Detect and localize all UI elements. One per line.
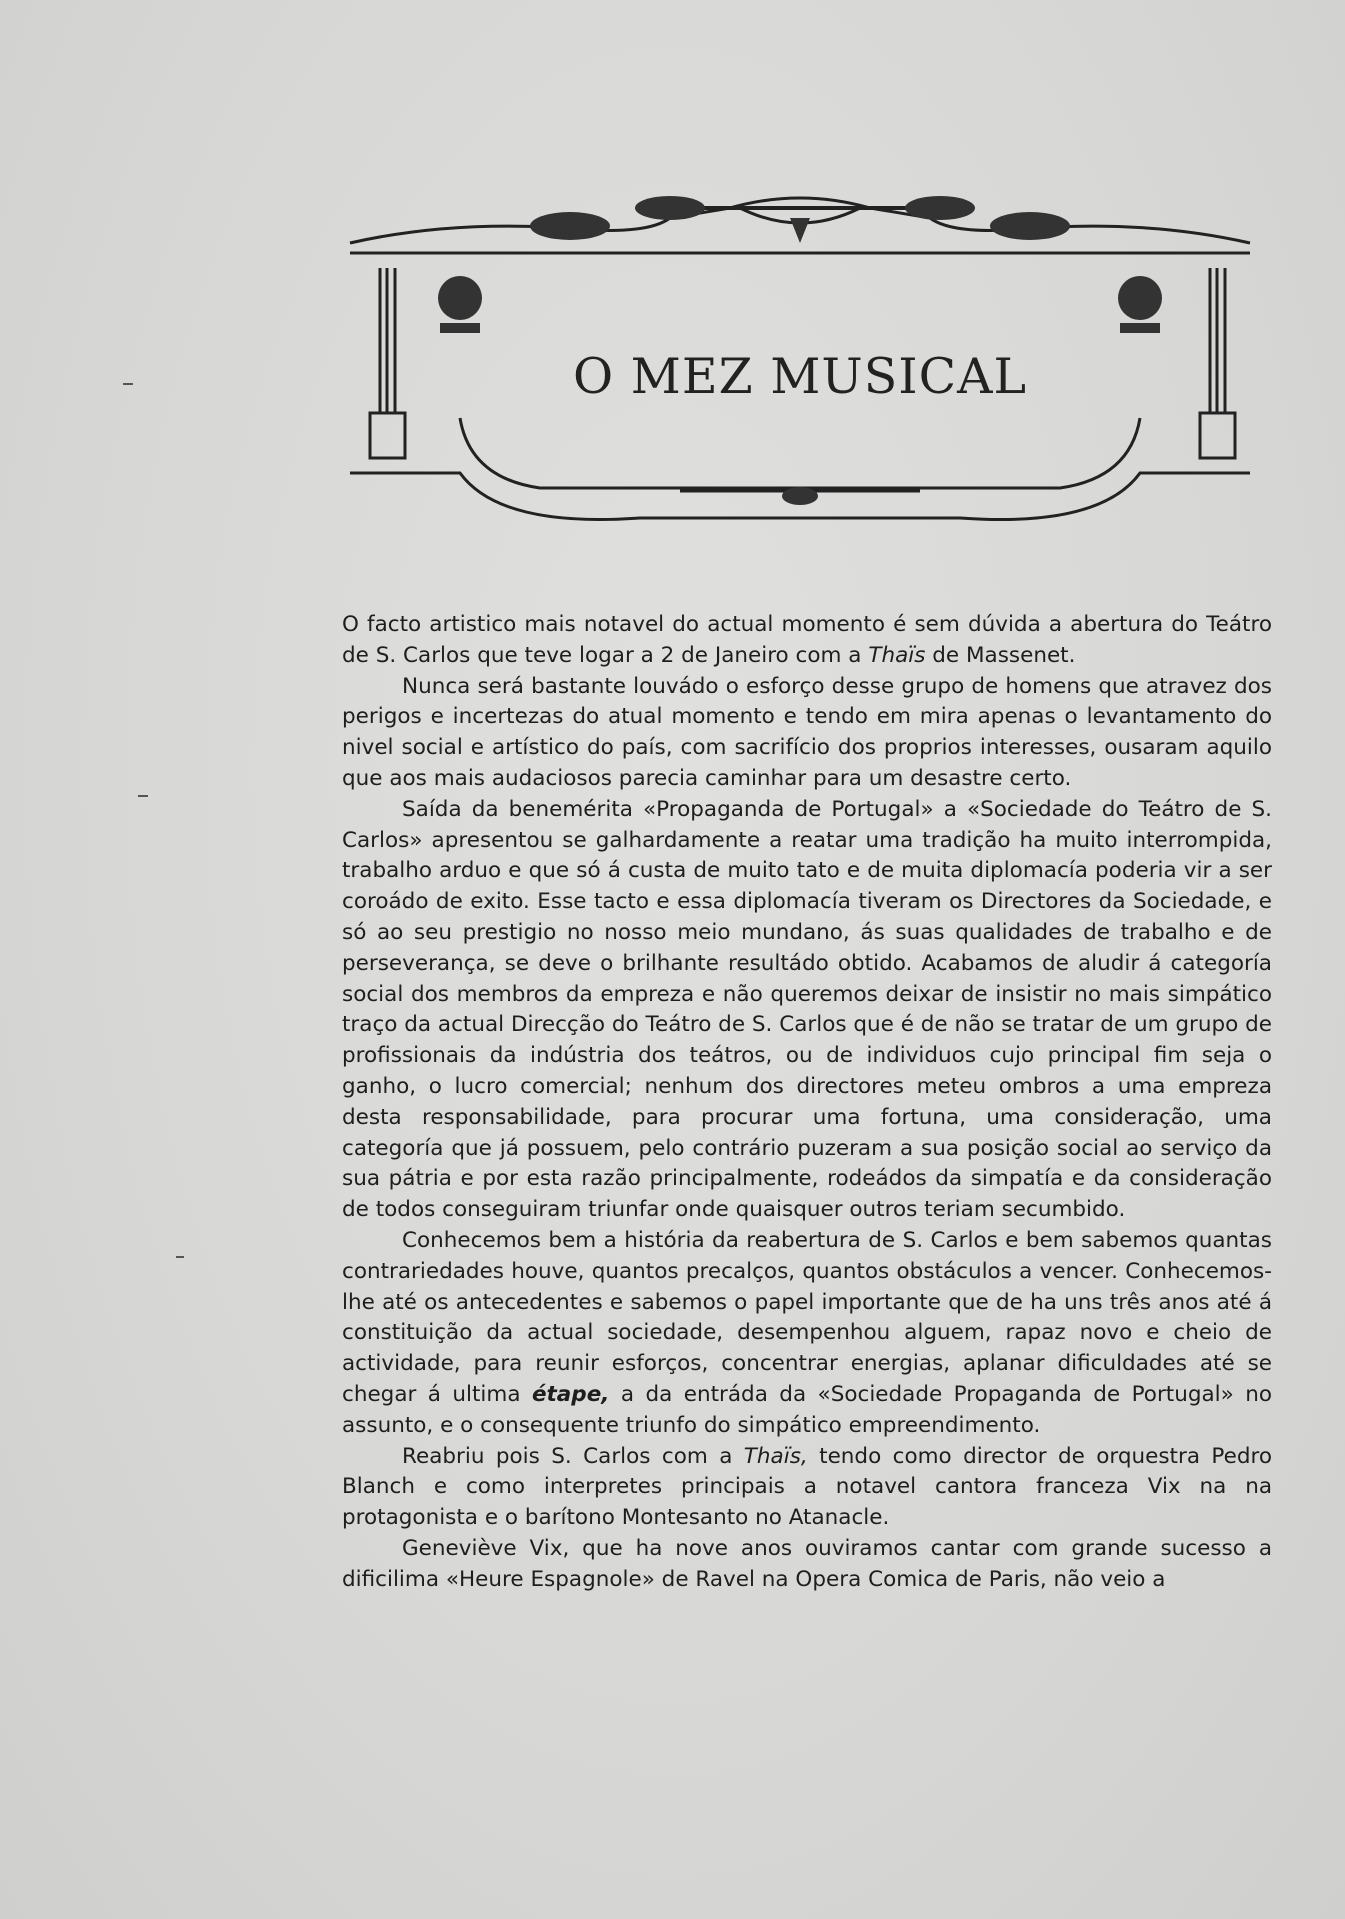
page-title: O MEZ MUSICAL — [572, 348, 1028, 405]
paragraph-text: Conhecemos bem a história da reabertura de S. Carlos e bem sabemos quantas contrariedades houve, quantos precalços, quantos obstáculos a vencer. Conhecemos-lhe até os antecedentes e sabemos o papel importante que de ha uns três anos até á constituição da actual sociedade, desempenhou alguem, rapaz novo e cheio de actividade, para reunir esforços, concentrar energias, aplanar dificuldades até se chegar á ultima — [342, 1227, 1272, 1407]
paragraph — [342, 1226, 1272, 1442]
opera-title-italic: Thaïs — [868, 642, 926, 668]
page-speck — [176, 1256, 184, 1258]
paragraph: Geneviève Vix, que ha nove anos ouviramos cantar com grande sucesso a dificilima «Heure Espagnole» de Ravel na Opera Comica de Paris, não veio a — [342, 1535, 1272, 1592]
paragraph: Nunca será bastante louvádo o esforço desse grupo de homens que atravez dos perigos e incertezas do atual momento e tendo em mira apenas o levantamento do nivel social e artístico do país, com sacrifício dos proprios interesses, ousaram aquilo que aos mais audaciosos parecia caminhar para um desastre certo. — [342, 673, 1272, 791]
opera-title-italic: Thaïs, — [743, 1443, 808, 1469]
paragraph-text: O facto artistico mais notavel do actual momento é sem dúvida a abertura do Teátro de S. Carlos que teve logar a 2 de Janeiro com a — [342, 612, 1272, 668]
paragraph-text: a da entráda da «Sociedade Propaganda de Portugal» no assunto, e o consequente triunfo do simpático empreendimento. — [342, 1381, 1273, 1438]
paragraph — [342, 1442, 1272, 1534]
page-speck — [138, 795, 148, 797]
italic-term: étape, — [531, 1381, 610, 1407]
article-body — [342, 610, 1272, 1596]
paragraph: Saída da benemérita «Propaganda de Portugal» a «Sociedade do Teátro de S. Carlos» apresentou se galhardamente a reatar uma tradição ha muito interrompida, trabalho arduo e que só á custa de muito tato e de muita diplomacía poderia vir a ser coroádo de exito. Esse tacto e essa diplomacía tiveram os Directores da Sociedade, e só ao seu prestigio no nosso meio mundano, ás suas qualidades de trabalho e de perseverança, se deve o brilhante resultádo obtido. Acabamos de aludir á categoría social dos membros da empreza e não queremos deixar de insistir no mais simpático traço da actual Direcção do Teátro de S. Carlos que é de não se tratar de um grupo de profissionais da indústria dos teátros, ou de individuos cujo principal fim seja o ganho, o lucro comercial; nenhum dos directores meteu ombros a uma empreza desta responsabilidade, para procurar uma fortuna, uma consideração, uma categoría que já possuem, pelo contrário puzeram a sua posição social ao serviço da sua pátria e por esta razão principalmente, rodeádos da simpatía e da consideração de todos conseguiram triunfar onde quaisquer outros teriam secumbido. — [342, 796, 1273, 1223]
page-speck — [123, 383, 133, 385]
header-ornament — [340, 178, 1260, 523]
paragraph — [342, 610, 1272, 672]
paragraph-text: Reabriu pois S. Carlos com a — [402, 1443, 744, 1469]
paragraph-text: tendo como director de orquestra Pedro Blanch e como interpretes principais a notavel cantora franceza Vix na na protagonista e o barítono Montesanto no Atanacle. — [342, 1443, 1272, 1531]
paragraph-text: de Massenet. — [925, 642, 1076, 668]
